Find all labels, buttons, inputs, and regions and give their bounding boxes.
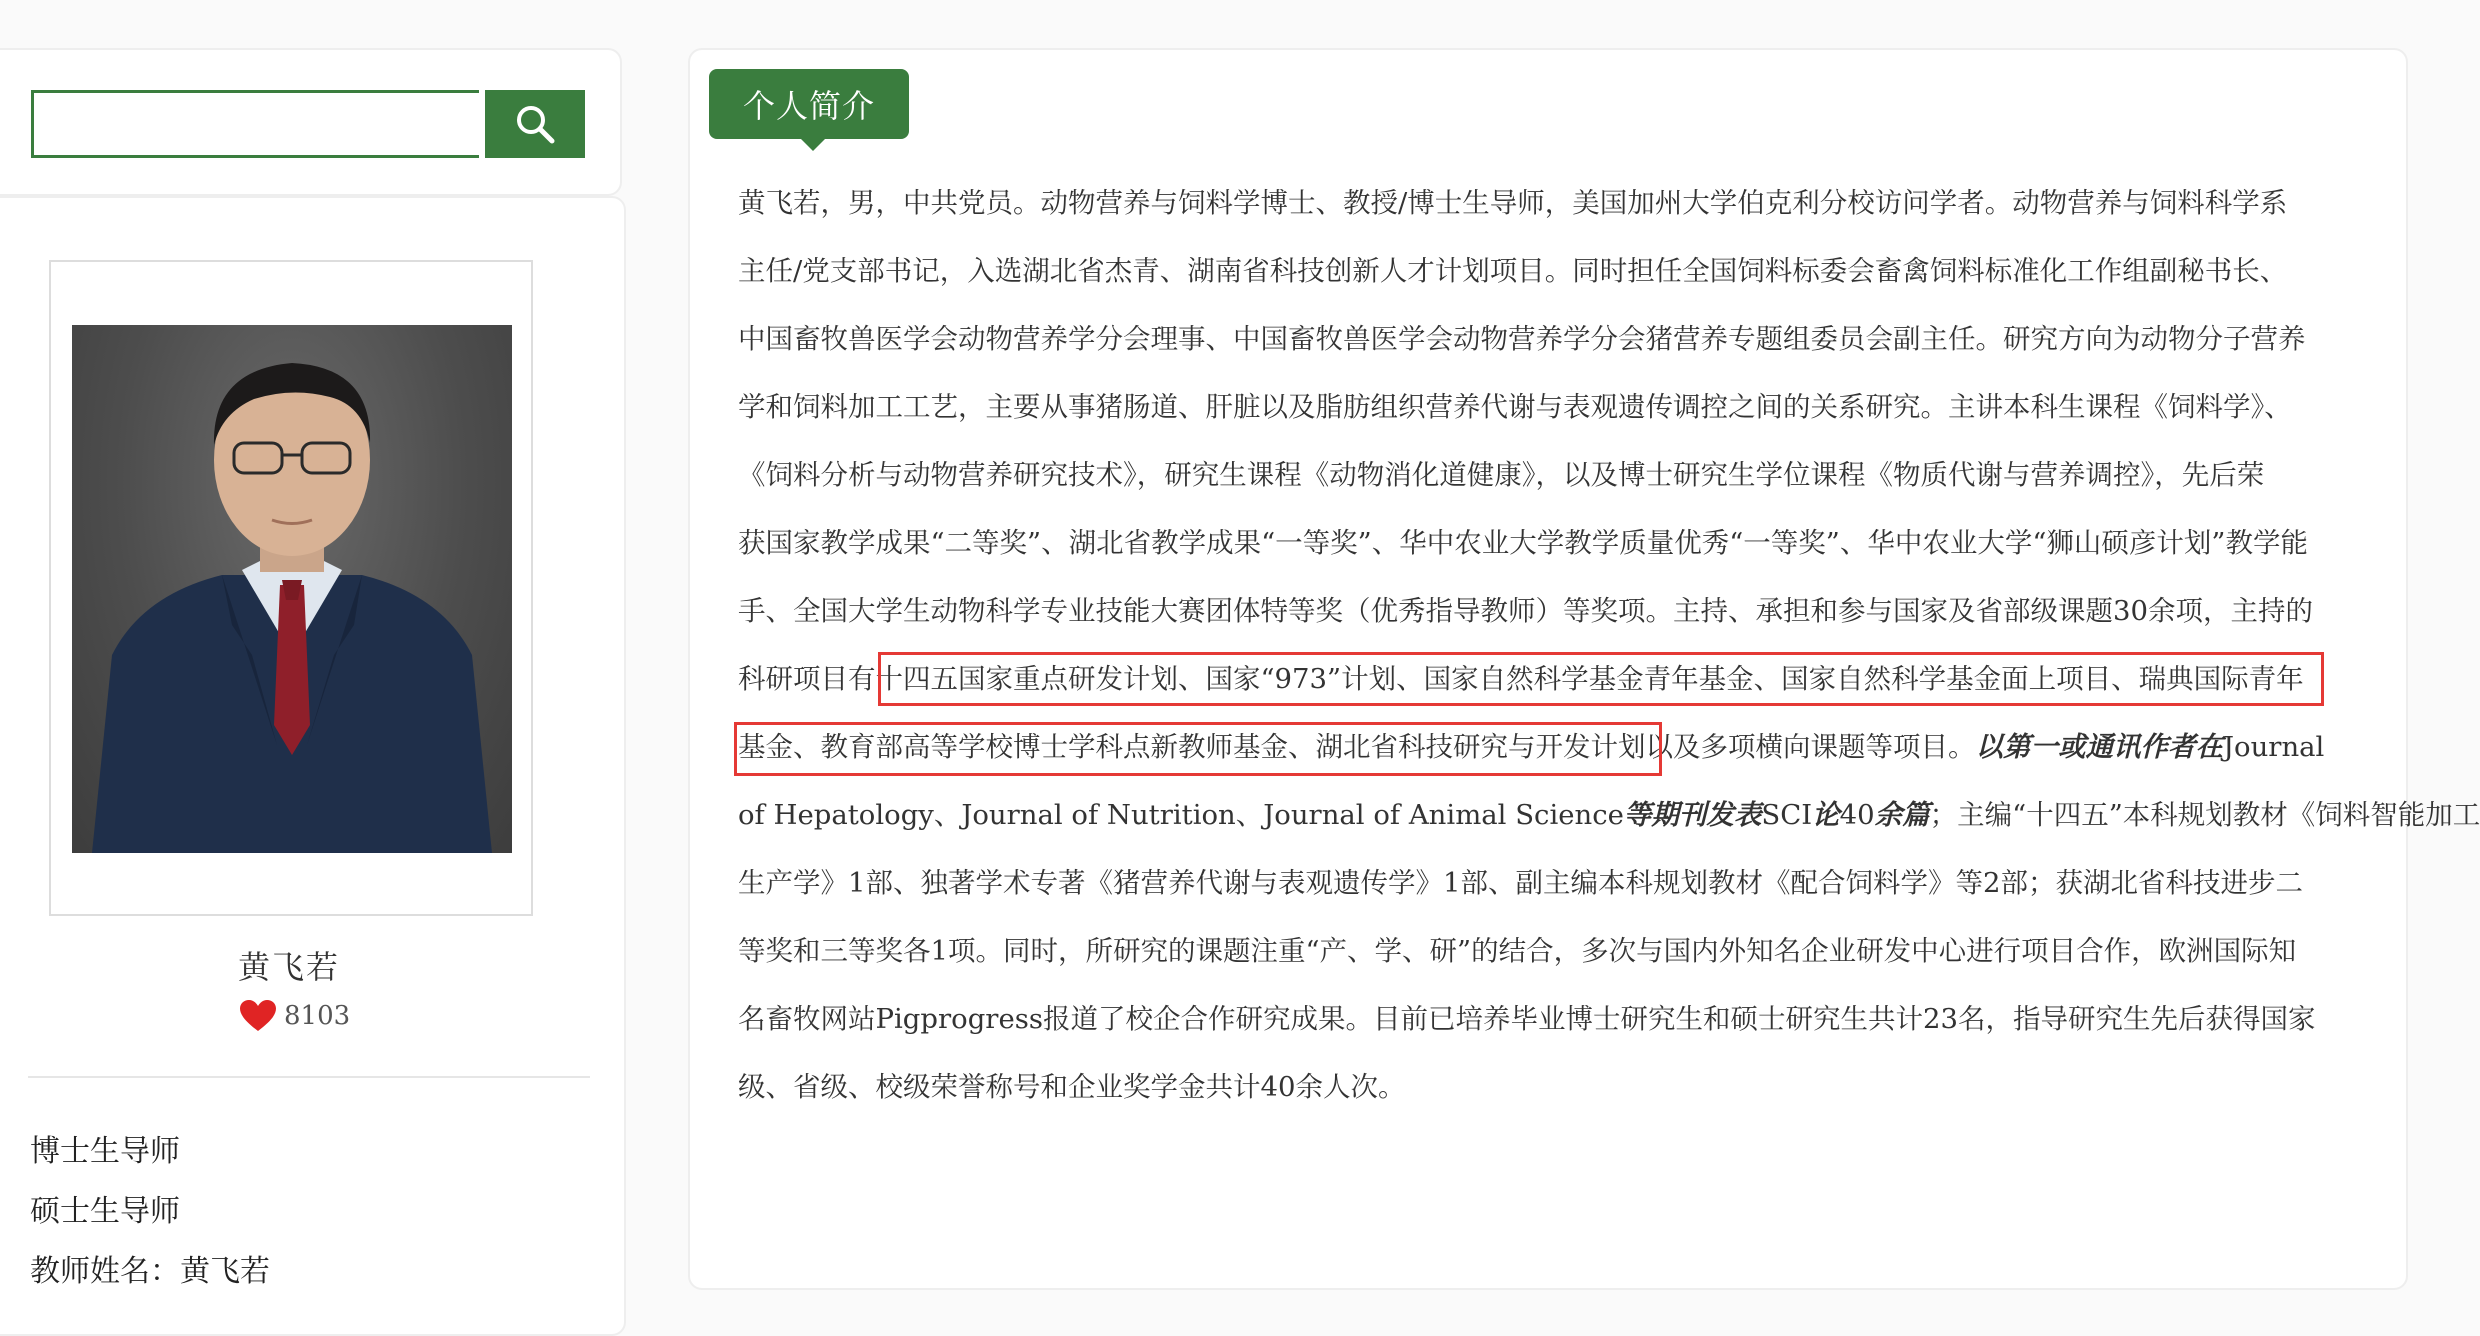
search-panel <box>0 48 622 196</box>
info-phd-supervisor: 博士生导师 <box>30 1134 180 1169</box>
intro-panel <box>688 48 2480 1290</box>
heart-icon <box>240 1000 276 1032</box>
info-teacher-name: 教师姓名：黄飞若 <box>30 1254 270 1289</box>
teacher-name: 黄飞若 <box>237 948 340 986</box>
profile-panel <box>0 196 626 1336</box>
bio-line: 名畜牧网站Pigprogress报道了校企合作研究成果。目前已培养毕业博士研究生和硕士研究生共计23名，指导研究生先后获得国家 <box>738 1003 2316 1035</box>
search-button[interactable] <box>485 90 585 158</box>
bio-line: 主任/党支部书记，入选湖北省杰青、湖南省科技创新人才计划项目。同时担任全国饲料标委会畜禽饲料标准化工作组副秘书长、 <box>738 255 2288 287</box>
search-icon <box>513 102 557 146</box>
photo-frame <box>49 260 533 916</box>
bio-line: 科研项目有十四五国家重点研发计划、国家“973”计划、国家自然科学基金青年基金、国家自然科学基金面上项目、瑞典国际青年 <box>738 663 2304 695</box>
teacher-portrait <box>72 325 512 853</box>
bio-line: 黄飞若，男，中共党员。动物营养与饲料学博士、教授/博士生导师，美国加州大学伯克利分校访问学者。动物营养与饲料科学系 <box>738 187 2288 219</box>
bio-line: 等奖和三等奖各1项。同时，所研究的课题注重“产、学、研”的结合，多次与国内外知名企业研发中心进行项目合作，欧洲国际知 <box>738 935 2297 967</box>
search-input[interactable] <box>31 90 479 158</box>
bio-line: 获国家教学成果“二等奖”、湖北省教学成果“一等奖”、华中农业大学教学质量优秀“一等奖”、华中农业大学“狮山硕彦计划”教学能 <box>738 527 2308 559</box>
divider <box>28 1076 590 1078</box>
like-count: 8103 <box>284 1001 351 1031</box>
bio-line: 学和饲料加工工艺，主要从事猪肠道、肝脏以及脂肪组织营养代谢与表观遗传调控之间的关系研究。主讲本科生课程《饲料学》、 <box>738 391 2292 423</box>
info-master-supervisor: 硕士生导师 <box>30 1194 180 1229</box>
like-counter[interactable] <box>240 998 350 1034</box>
bio-line: 生产学》1部、独著学术专著《猪营养代谢与表观遗传学》1部、副主编本科规划教材《配合饲料学》等2部；获湖北省科技进步二 <box>738 867 2303 899</box>
bio-line: of Hepatology、Journal of Nutrition、Journal of Animal Science等期刊发表SCI论40余篇；主编“十四五”本科规划教材《饲料智能加工 <box>738 799 2480 831</box>
highlighted-projects-2: 基金、教育部高等学校博士学科点新教师基金、湖北省科技研究与开发计划 <box>738 731 1646 763</box>
bio-line: 级、省级、校级荣誉称号和企业奖学金共计40余人次。 <box>738 1071 1406 1103</box>
bio-line: 手、全国大学生动物科学专业技能大赛团体特等奖（优秀指导教师）等奖项。主持、承担和参与国家及省部级课题30余项，主持的 <box>738 595 2313 627</box>
tab-personal-intro[interactable]: 个人简介 <box>709 69 909 139</box>
bio-line: 基金、教育部高等学校博士学科点新教师基金、湖北省科技研究与开发计划以及多项横向课题等项目。以第一或通讯作者在Journal <box>738 731 2325 763</box>
teacher-photo <box>72 325 512 853</box>
bio-line: 《饲料分析与动物营养研究技术》，研究生课程《动物消化道健康》，以及博士研究生学位课程《物质代谢与营养调控》，先后荣 <box>738 459 2265 491</box>
bio-line: 中国畜牧兽医学会动物营养学分会理事、中国畜牧兽医学会动物营养学分会猪营养专题组委员会副主任。研究方向为动物分子营养 <box>738 323 2306 355</box>
highlighted-projects-1: 十四五国家重点研发计划、国家“973”计划、国家自然科学基金青年基金、国家自然科学基金面上项目、瑞典国际青年 <box>875 663 2304 695</box>
